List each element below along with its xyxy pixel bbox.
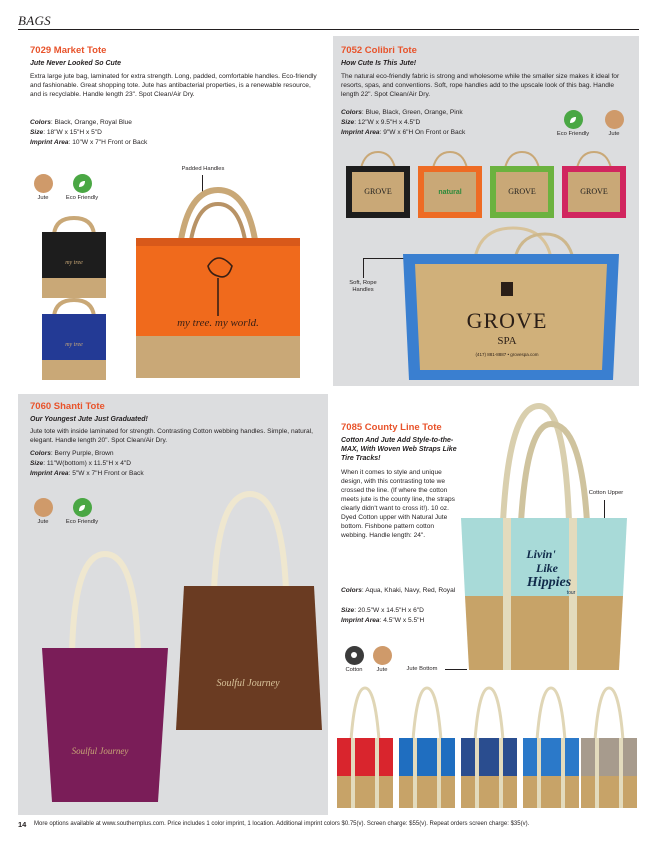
jute-icon <box>34 498 53 517</box>
svg-text:Soulful Journey: Soulful Journey <box>216 678 280 689</box>
county-tote-title: 7085 County Line Tote <box>341 422 442 433</box>
colibri-thumb-green <box>487 148 557 220</box>
county-thumb-royal <box>397 684 457 812</box>
county-tote-imprint: Imprint Area: 4.5"W x 5.5"H <box>341 617 425 624</box>
shanti-tote-title: 7060 Shanti Tote <box>30 401 105 412</box>
county-tote-colors: Colors: Aqua, Khaki, Navy, Red, Royal <box>341 587 456 594</box>
county-tote-description: When it comes to style and unique design, with this contrasting tote we crossed the line. (If where the cotton meets jute is the county line, the straps clearly didn't want to cross it!). 10 oz. Dyed Cotton upper with Natural Jute bottom. Fishbone pattern cotton webbing. Handle length: 24". <box>341 469 455 539</box>
market-tote-title <box>30 45 106 56</box>
svg-text:my tree: my tree <box>65 260 83 266</box>
colibri-tote-size: Size: 12"W x 9.5"H x 4.5"D <box>341 119 421 126</box>
county-cotton-badge: Cotton <box>341 646 367 673</box>
colibri-tote-blue-image <box>395 224 627 384</box>
county-thumb-royal-2 <box>521 684 581 812</box>
svg-text:GROVE: GROVE <box>508 187 536 196</box>
svg-text:my tree. my world.: my tree. my world. <box>177 317 259 329</box>
svg-text:Livin': Livin' <box>526 547 556 561</box>
colibri-thumb-black <box>343 148 413 220</box>
jute-icon <box>605 110 624 129</box>
svg-text:Like: Like <box>536 561 558 575</box>
market-tote-orange-image <box>128 186 308 381</box>
shanti-jute-badge: Jute <box>30 498 56 525</box>
shanti-eco-badge: Eco Friendly <box>62 498 102 525</box>
colibri-thumb-orange <box>415 148 485 220</box>
shanti-tote-size: Size: 11"W(bottom) x 11.5"H x 4"D <box>30 460 131 467</box>
colibri-tote-description: The natural eco-friendly fabric is strong and wholesome while the smaller size makes it ideal for resorts, spas, and conventions. Soft, rope handles add to the upscale look of this bag. Handle length 22". Spot Clean/Air Dry. <box>341 73 620 98</box>
market-tote-number: 7029 <box>30 45 52 56</box>
leaf-icon <box>73 174 92 193</box>
svg-text:my tree: my tree <box>65 342 83 348</box>
market-eco-badge: Eco Friendly <box>62 174 102 201</box>
county-tote-size: Size: 20.5"W x 14.5"H x 6"D <box>341 607 424 614</box>
colibri-thumb-pink <box>559 148 629 220</box>
section-header: BAGS <box>18 13 51 28</box>
shanti-tote-panel <box>18 394 328 815</box>
svg-text:GROVE: GROVE <box>364 187 392 196</box>
market-callout: Padded Handles <box>181 166 225 172</box>
page-number: 14 <box>18 820 27 829</box>
shanti-tote-tagline: Our Youngest Jute Just Graduated! <box>30 416 148 423</box>
svg-text:natural: natural <box>438 189 462 196</box>
shanti-tote-description: Jute tote with inside laminated for strength. Contrasting Cotton webbing handles. Simple, natural, elegant. Handle length 20". Spot Clean/Air Dry. <box>30 428 313 444</box>
county-tote-aqua-image <box>455 402 633 672</box>
leaf-icon <box>564 110 583 129</box>
colibri-eco-badge: Eco Friendly <box>553 110 593 137</box>
county-thumb-khaki <box>579 684 639 812</box>
svg-text:tour: tour <box>566 590 576 596</box>
colibri-tote-imprint: Imprint Area: 9"W x 6"H On Front or Back <box>341 129 466 136</box>
header-rule <box>18 29 639 30</box>
colibri-jute-badge: Jute <box>601 110 627 137</box>
market-tote-panel <box>18 36 328 386</box>
county-tote-tagline: Cotton And Jute Add Style-to-the-MAX, With Woven Web Straps Like Tire Tracks! <box>341 437 457 462</box>
market-jute-badge: Jute <box>30 174 56 201</box>
colibri-tote-tagline: How Cute Is This Jute! <box>341 60 417 67</box>
colibri-callout: Soft, Rope Handles <box>349 280 377 293</box>
colibri-tote-colors: Colors: Blue, Black, Green, Orange, Pink <box>341 109 463 116</box>
market-tote-tagline: Jute Never Looked So Cute <box>30 60 122 67</box>
county-callout-upper: Cotton Upper <box>588 490 624 496</box>
svg-text:SPA: SPA <box>497 335 517 347</box>
shanti-tote-imprint: Imprint Area: 5"W x 7"H Front or Back <box>30 470 144 477</box>
jute-icon <box>373 646 392 665</box>
shanti-tote-colors: Colors: Berry Purple, Brown <box>30 450 114 457</box>
colibri-callout-line <box>363 258 364 278</box>
svg-text:(417) 881-8887 • grovespa.com: (417) 881-8887 • grovespa.com <box>475 352 539 357</box>
svg-text:GROVE: GROVE <box>466 308 548 333</box>
market-tote-size: Size: 18"W x 15"H x 5"D <box>30 129 102 136</box>
market-tote-black-image <box>38 216 110 300</box>
county-thumb-red <box>335 684 395 812</box>
cotton-icon <box>345 646 364 665</box>
county-callout-bottom: Jute Bottom <box>406 666 438 672</box>
market-tote-name: Market Tote <box>53 45 107 56</box>
colibri-tote-panel <box>333 36 639 386</box>
svg-text:GROVE: GROVE <box>580 187 608 196</box>
svg-text:Hippies: Hippies <box>526 575 572 590</box>
shanti-tote-brown-image <box>168 490 328 735</box>
colibri-tote-title: 7052 Colibri Tote <box>341 45 417 56</box>
jute-icon <box>34 174 53 193</box>
county-jute-badge: Jute <box>369 646 395 673</box>
county-thumb-navy <box>459 684 519 812</box>
county-tote-panel <box>333 394 639 815</box>
svg-text:Soulful Journey: Soulful Journey <box>71 746 129 756</box>
market-tote-blue-image <box>38 298 110 382</box>
market-tote-colors: Colors: Black, Orange, Royal Blue <box>30 119 132 126</box>
market-tote-imprint: Imprint Area: 10"W x 7"H Front or Back <box>30 139 148 146</box>
market-tote-description: Extra large jute bag, laminated for extra strength. Long, padded, comfortable handles. Eco-friendly and fashionable. Great shopping tote. Jute has antibacterial properties, is a renewable resource, and is recyclable. Handle length 23". Spot Clean/Air Dry. <box>30 73 317 98</box>
leaf-icon <box>73 498 92 517</box>
footer-text: More options available at www.southernplus.com. Price includes 1 color imprint, 1 location. Additional imprint colors $0.75(v). Screen charge: $55(v). Repeat orders screen charge: $35(v). <box>34 821 530 827</box>
shanti-tote-purple-image <box>30 544 180 809</box>
